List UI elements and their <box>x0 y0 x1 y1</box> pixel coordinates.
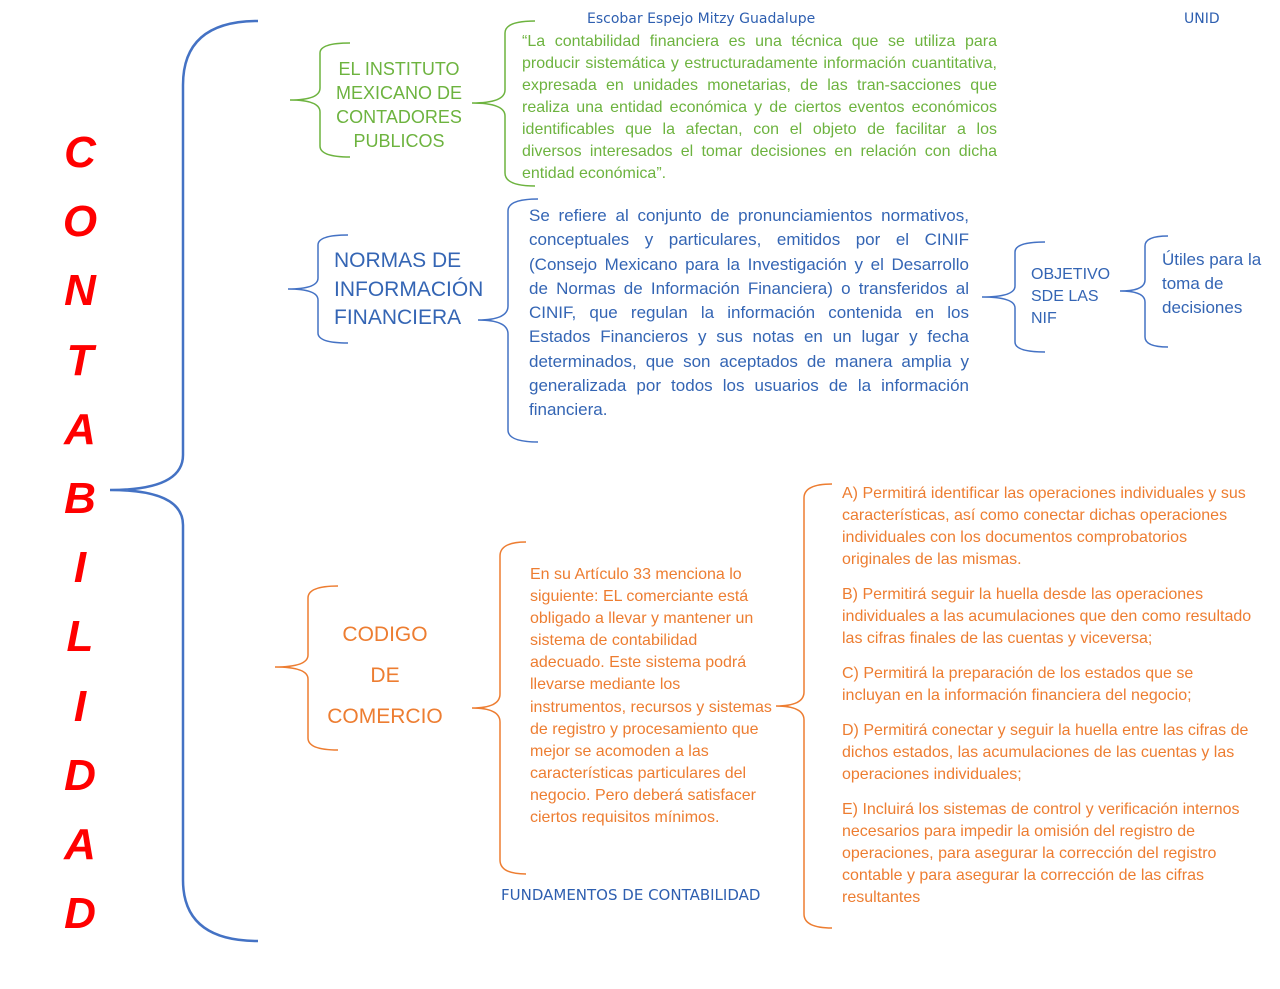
title-letter: A <box>64 404 96 454</box>
title-letter: A <box>64 819 96 869</box>
requirement-item: E) Incluirá los sistemas de control y verificación internos necesarios para impedir la omisión del registro de operaciones, para asegurar la corrección del registro contable y para asegurar la corrección de las cifras resultantes <box>842 801 1240 906</box>
nif-definition: Se refiere al conjunto de pronunciamientos normativos, conceptuales y particulares, emitidos por el CINIF (Consejo Mexicano para la Investigación y el Desarrollo de Normas de Información Financiera) o transferidos al CINIF, que regulan la información contenida en los Estados Financieros y sus notas en un lugar y fecha determinados, que son aceptados de manera amplia y generalizada por todos los usuarios de la información financiera. <box>529 206 969 420</box>
title-letter: D <box>64 889 96 939</box>
codigo-title-line: DE <box>370 664 400 687</box>
requirement-item: A) Permitirá identificar las operaciones individuales y sus características, así como conectar dichas operaciones individuales con los documentos comprobatorios originales de las mismas. <box>842 485 1246 568</box>
requirement-item: C) Permitirá la preparación de los estados que se incluyan en la información financiera del negocio; <box>842 665 1194 704</box>
nif-objective-label: OBJETIVO SDE LAS NIF <box>1031 266 1111 327</box>
title-letter: N <box>64 266 96 316</box>
objective-bracket <box>1120 236 1168 347</box>
main-bracket <box>110 21 258 941</box>
title-letter: T <box>66 335 94 385</box>
title-letter: I <box>73 543 87 593</box>
imcp-title: EL INSTITUTO MEXICANO DE CONTADORES PUBLICOS <box>335 59 463 151</box>
requirement-item: D) Permitirá conectar y seguir la huella entre las cifras de dichos estados, las acumulaciones de las cuentas y las operaciones individuales; <box>842 722 1249 783</box>
codigo-title-line: CODIGO <box>342 623 428 646</box>
codigo-title <box>310 614 460 737</box>
codigo-title-line: COMERCIO <box>327 705 443 728</box>
title-letter: B <box>64 473 96 523</box>
contabilidad-title <box>40 118 120 948</box>
imcp-definition: “La contabilidad financiera es una técnica que se utiliza para producir sistemática y estructuradamente información cuantitativa, expresada en unidades monetarias, de las tran-sacciones que realiza una entidad económica y de ciertos eventos económicos identificables que la afectan, con el objeto de facilitar a los diversos interesados el tomar decisiones en relación con dicha entidad económica”. <box>522 33 997 182</box>
codigo-article-bracket <box>472 542 526 874</box>
requirement-item: B) Permitirá seguir la huella desde las operaciones individuales a las acumulaciones que den como resultado las cifras finales de las cuentas y viceversa; <box>842 586 1252 647</box>
nif-title: NORMAS DE INFORMACIÓN FINANCIERA <box>334 249 484 329</box>
title-letter: C <box>64 128 96 177</box>
nif-objective: Útiles para la toma de decisiones <box>1162 250 1262 317</box>
codigo-article: En su Artículo 33 menciona lo siguiente: EL comerciante está obligado a llevar y mantener un sistema de contabilidad adecuado. Este sistema podrá llevarse mediante los instrumentos, recursos y sistemas de registro y procesamiento que mejor se acomoden a las características particulares del negocio. Pero deberá satisfacer ciertos requisitos mínimos. <box>530 566 772 827</box>
title-letter: D <box>64 750 96 800</box>
title-letter: L <box>66 612 94 662</box>
title-letter: I <box>73 681 87 731</box>
title-letter: O <box>62 197 98 247</box>
requirements-list <box>842 483 1252 922</box>
requirements-bracket <box>776 484 832 928</box>
subject-footer: FUNDAMENTOS DE CONTABILIDAD <box>501 886 761 904</box>
author-name: Escobar Espejo Mitzy Guadalupe <box>587 11 816 27</box>
institution-name: UNID <box>1184 11 1220 27</box>
